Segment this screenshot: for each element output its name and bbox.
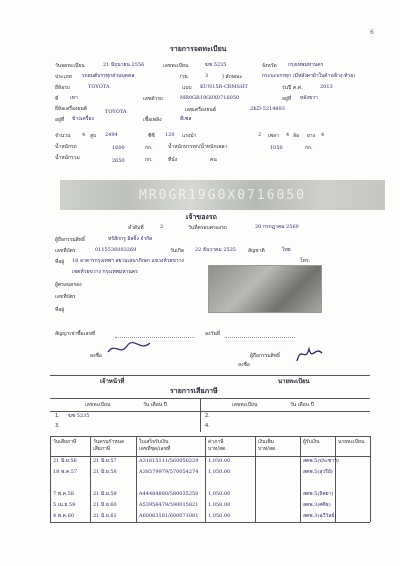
tax-row-1-plate: ฆช 5235: [68, 413, 90, 419]
gross-unit: กก.: [145, 157, 153, 163]
engine-at-value: ข้างเครื่อง: [72, 116, 94, 122]
tax-row-1-no: 1.: [55, 413, 60, 419]
seat-label: ที่นั่ง: [168, 157, 178, 163]
tax-table-cell: สตพ.3(ฉวีวัลย์): [303, 513, 337, 519]
tax-table-header-cell: ค่าภาษี: [208, 439, 224, 445]
wheel-value: 4: [286, 132, 290, 138]
tax-plate-label-2: เลขทะเบียน: [232, 402, 258, 408]
owner-nationality-label: สัญชาติ: [248, 248, 265, 254]
no-label: ที่: [55, 96, 59, 102]
tax-table-header-cell: เสียภาษี: [93, 446, 111, 452]
weight-unit: กก.: [145, 145, 153, 151]
plate-value: ฆช 5235: [205, 62, 227, 68]
tax-table-cell: A60063181/600071081: [139, 513, 199, 519]
tax-table-header-cell: บาท/สต.: [208, 446, 227, 452]
province-value: กรุงเทพมหานคร: [288, 62, 324, 68]
tax-table-header-cell: ผู้รับเงิน: [303, 439, 320, 445]
tax-table-cell: A44484880/580035250: [139, 491, 199, 497]
registrar-sign-label: ลงชื่อ: [238, 362, 250, 368]
tax-table-cell: 5 เม.ย.59: [53, 502, 76, 508]
tax-table-header-cell: ใบเสร็จรับเงิน: [139, 439, 169, 445]
tax-table-col-line: [50, 436, 51, 522]
tax-table-col-line: [136, 436, 137, 522]
order-label: ลำดับที่: [128, 225, 144, 231]
tax-header-top-line: [50, 398, 370, 399]
owner-heading: เจ้าของรถ: [186, 213, 217, 221]
tax-table-cell: สตพ.5(ประชาฯ): [303, 458, 339, 464]
tax-table-cell: สตพ.5(สุวรีย์): [303, 469, 333, 475]
tax-table-col-line: [205, 436, 206, 522]
section-divider: [50, 375, 370, 376]
weight-label: น้ำหนักรถ: [55, 144, 77, 150]
contract-date-dotted-line: [225, 337, 295, 338]
model-value: KUN15R-CRMSHT: [200, 84, 248, 90]
owner-name-label: ผู้ถือกรรมสิทธิ์: [55, 237, 86, 243]
cc-value: 2494: [105, 132, 118, 138]
tax-heading: รายการเสียภาษี: [170, 387, 218, 395]
tax-row-2-no: 2.: [205, 413, 210, 419]
engine-at-label: อยู่ที่: [55, 117, 65, 123]
owner-dob-label: วันเกิด: [170, 248, 185, 254]
owner-phone-label: โทร.: [300, 258, 311, 264]
chassis-at-value: หลังขวา: [300, 95, 318, 101]
tax-table-cell: สตพ.3(ศศิธ): [303, 502, 331, 508]
tax-table-col-line: [300, 436, 301, 522]
cc-label: ซีซี: [148, 133, 155, 139]
chassis-rubbing-text: MR0GR19G0X0716050: [138, 188, 307, 203]
tax-table-header-line: [50, 456, 370, 457]
tax-date-label: วัน เดือน ปี: [143, 402, 167, 408]
rs-label: (รย.: [180, 74, 190, 80]
tax-table-bottom-line: [50, 522, 370, 523]
reg-date-value: 21 มิถุนายน 2556: [103, 62, 145, 68]
tax-plate-label: เลขทะเบียน: [85, 402, 111, 408]
chassis-at-label: อยู่ที่: [282, 96, 292, 102]
style-value: กระบะบรรทุก (มีหลังคาผ้าใบด้านข้าง-ท้าย): [262, 73, 356, 79]
tax-table-cell: 21 มิ.ย.59: [93, 491, 117, 497]
load-unit: กก.: [305, 145, 313, 151]
cylinder-label: สูบ: [90, 133, 97, 139]
possession-date-label: วันที่ครอบครองรถ: [188, 225, 227, 231]
tire-value: 4: [321, 132, 325, 138]
style-label: ) ลักษณะ: [222, 74, 243, 80]
owner-address-value: 18 อาคารกรุงเทพฯ สยามเสนาภิเษก แขวงห้วยขวาง: [72, 258, 184, 264]
tax-row-3-no: 3.: [55, 423, 60, 429]
tax-table-cell: 21 มิ.ย.61: [93, 513, 117, 519]
axle-value: 2: [258, 132, 262, 138]
year-value: 2013: [320, 84, 333, 90]
load-value: 1050: [270, 145, 283, 151]
tax-table-header-cell: เงินเพิ่ม: [258, 439, 274, 445]
brand-value: TOYOTA: [88, 84, 110, 90]
tax-table-cell: 1,050.00: [208, 513, 231, 519]
tax-table-cell: 1,050.00: [208, 458, 231, 464]
tax-table-col-line: [335, 436, 336, 522]
engine-no-label: เลขเครื่องยนต์: [185, 107, 216, 113]
tax-date-label-2: วัน เดือน ปี: [290, 402, 314, 408]
model-label: แบบ: [182, 85, 192, 91]
fuel-value: ดีเซล: [180, 116, 192, 122]
fuel-label: เชื้อเพลิง: [143, 117, 162, 123]
plate-label: เลขทะเบียน: [163, 63, 189, 69]
page-number: 6: [370, 29, 374, 36]
tax-table-col-line: [90, 436, 91, 522]
possessor-id-label: เลขที่บัตร: [55, 294, 76, 300]
tax-table-cell: 1,050.00: [208, 469, 231, 475]
possessor-address-label: ที่อยู่: [55, 307, 65, 313]
tax-table-cell: 18 พ.ค.57: [53, 469, 78, 475]
owner-address-value-2: เขตห้วยขวาง กรุงเทพมหานคร: [72, 269, 138, 275]
gross-value: 2650: [112, 158, 125, 164]
rs-value: 3: [205, 73, 209, 79]
owner-address-label: ที่อยู่: [55, 259, 65, 265]
officer-signature: [105, 338, 155, 358]
tax-table-cell: 7 พ.ค.58: [53, 491, 74, 497]
officer-title: เจ้าหน้าที่: [100, 378, 125, 385]
tax-table-cell: A53956479/590015821: [139, 502, 199, 508]
tax-table-header-cell: บาท/สต.: [258, 446, 277, 452]
tax-table-cell: 1,050.00: [208, 502, 231, 508]
tax-table-cell: A31615111/560050229: [139, 458, 199, 464]
chassis-value: MR0GR19G0X0716050: [180, 95, 240, 101]
document-title: รายการจดทะเบียน: [170, 45, 227, 53]
owner-name-value: หรัสักกรู อิลจิ้ง จำกัด: [108, 236, 153, 242]
owner-nationality-value: ไทย: [282, 247, 291, 253]
wheel-label: ล้อ: [293, 133, 300, 139]
load-label: น้ำหนักบรรทุก/น้ำหนักเพลา: [168, 144, 228, 150]
owner-signature: [295, 343, 325, 365]
tax-table-cell: A38579979/570054274: [139, 469, 199, 475]
tax-table-cell: 1,050.00: [208, 491, 231, 497]
tax-table-header-cell: วันเสียภาษี: [53, 439, 77, 445]
tax-header-divider: [200, 398, 201, 432]
possession-date-value: 20 กรกฎาคม 2560: [255, 224, 299, 230]
contract-label: สัญญาเช่าซื้อเลขที่: [55, 331, 96, 337]
tax-table-top-line: [50, 436, 370, 437]
type-value: รถยนต์บรรทุกส่วนบุคคล: [82, 73, 135, 79]
no-value: เทา: [70, 95, 78, 101]
owner-dob-value: 22 ธันวาคม 2535: [195, 247, 236, 253]
reg-date-label: วันจดทะเบียน: [55, 63, 85, 69]
order-value: 2: [160, 224, 164, 230]
gross-label: น้ำหนักรวม: [55, 155, 80, 161]
owner-sign-label: ผู้ถือกรรมสิทธิ์: [250, 353, 281, 359]
tax-table-cell: 21 มิ.ย.57: [93, 458, 117, 464]
seat-unit: คน: [210, 157, 217, 163]
tax-row-4-no: 4.: [205, 423, 210, 429]
tire-label: ยาง: [307, 133, 316, 139]
tax-table-cell: สตพ.5(ถิตยา): [303, 491, 334, 497]
registrar-title: นายทะเบียน: [278, 378, 310, 385]
tax-table-header-cell: เลขที่ชุด/เลขที่: [139, 446, 171, 452]
brand-label: ยี่ห้อรถ: [55, 85, 70, 91]
tax-table-col-line: [370, 436, 371, 522]
tax-table-cell: 21 มิ.ย.60: [93, 502, 117, 508]
tax-table-col-line: [255, 436, 256, 522]
tax-header-mid-line: [50, 411, 370, 412]
officer-sign-label: ลงชื่อ: [90, 353, 102, 359]
axle-label: เพลา: [268, 133, 279, 139]
hp-label: แรงม้า: [182, 133, 197, 139]
tax-table-header-cell: วันครบกำหนด: [93, 439, 125, 445]
engine-brand-label: ยี่ห้อเครื่องยนต์: [55, 106, 88, 112]
chassis-label: เลขตัวรถ: [143, 96, 163, 102]
engine-no-value: 2KD-5214893: [250, 106, 285, 112]
engine-brand-value: TOYOTA: [105, 109, 127, 115]
count-value: 4: [82, 132, 86, 138]
tax-table-header-cell: นายทะเบียน: [338, 439, 365, 445]
hp-value: 120: [165, 132, 175, 138]
count-label: จำนวน: [55, 133, 71, 139]
province-label: จังหวัด: [262, 63, 277, 69]
type-label: ประเภท: [55, 74, 72, 80]
possessor-label: ผู้ครอบครอง: [55, 282, 82, 288]
tax-table-cell: 4 พ.ค.60: [53, 513, 74, 519]
year-label: รุ่นปี ค.ศ.: [282, 85, 303, 91]
pasted-photo-attachment: [208, 265, 322, 313]
owner-id-value: 0115536003269: [95, 247, 137, 253]
weight-value: 1600: [112, 145, 125, 151]
contract-date-label: ลงวันที่: [205, 331, 221, 337]
owner-id-label: เลขที่บัตร: [55, 248, 76, 254]
tax-table-cell: 21 มิ.ย.56: [53, 458, 77, 464]
tax-table-cell: 21 มิ.ย.58: [93, 469, 117, 475]
